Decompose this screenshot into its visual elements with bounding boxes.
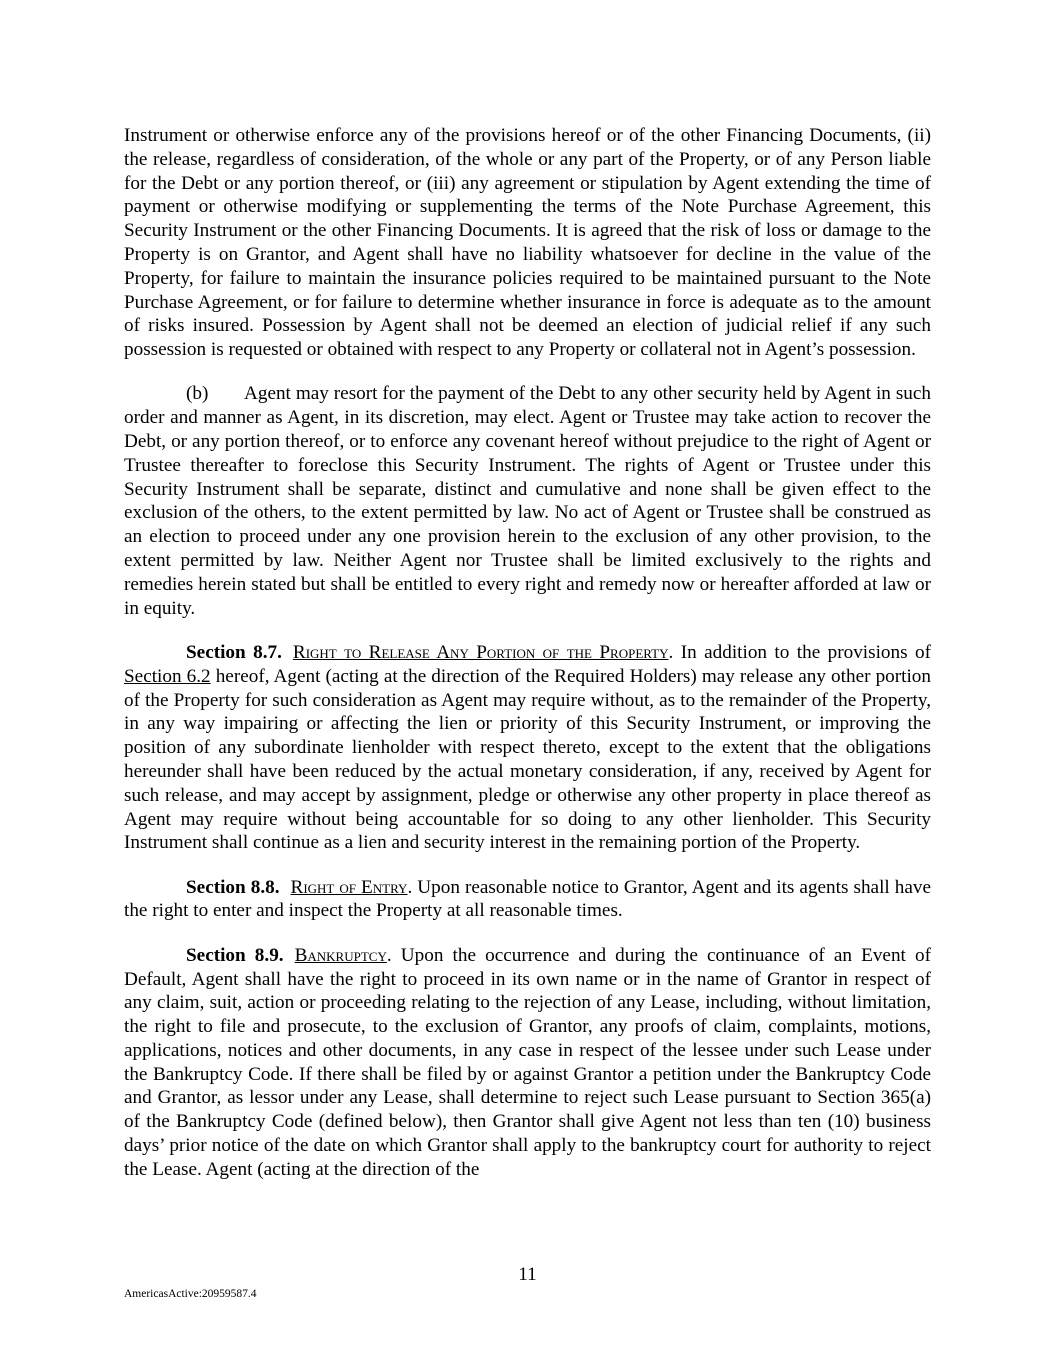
section-number: Section 8.8. — [186, 876, 280, 898]
section-title: Bankruptcy — [294, 944, 387, 966]
section-number: Section 8.9. — [186, 944, 284, 966]
section-8-8 — [124, 876, 931, 924]
document-id: AmericasActive:20959587.4 — [124, 1288, 257, 1300]
section-text: . In addition to the provisions of — [668, 641, 931, 663]
section-number: Section 8.7. — [186, 641, 282, 663]
section-text: . Upon reasonable notice to Grantor, Agent and its agents shall have the right to enter and inspect the Property at all reasonable times. — [124, 876, 931, 922]
section-title: Right of Entry — [290, 876, 408, 898]
paragraph-continuation: Instrument or otherwise enforce any of the provisions hereof or of the other Financing Documents, (ii) the release, regardless of consideration, of the whole or any part of the Property, or of any Person liable for the Debt or any portion thereof, or (iii) any agreement or stipulation by Agent extending the time of payment or otherwise modifying or supplementing the terms of the Note Purchase Agreement, this Security Instrument or the other Financing Documents. It is agreed that the risk of loss or damage to the Property is on Grantor, and Agent shall have no liability whatsoever for decline in the value of the Property, for failure to maintain the insurance policies required to be maintained pursuant to the Note Purchase Agreement, or for failure to determine whether insurance in force is adequate as to the amount of risks insured. Possession by Agent shall not be deemed an election of judicial relief if any such possession is requested or obtained with respect to any Property or collateral not in Agent’s possession. — [124, 125, 931, 361]
section-title: Right to Release Any Portion of the Property — [292, 641, 669, 663]
section-text: . Upon the occurrence and during the continuance of an Event of Default, Agent shall have the right to proceed in its own name or in the name of Grantor in respect of any claim, suit, action or proceeding relating to the rejection of any Lease, including, without limitation, the right to file and prosecute, to the exclusion of Grantor, any proofs of claim, complaints, motions, applications, notices and other documents, in any case in respect of the lessee under such Lease under the Bankruptcy Code. If there shall be filed by or against Grantor a petition under the Bankruptcy Code and Grantor, as lessor under any Lease, shall determine to reject such Lease pursuant to Section 365(a) of the Bankruptcy Code (defined below), then Grantor shall give Agent not less than ten (10) business days’ prior notice of the date on which Grantor shall apply to the bankruptcy court for authority to reject the Lease. Agent (acting at the direction of the — [124, 944, 931, 1180]
section-text: hereof, Agent (acting at the direction of the Required Holders) may release any other portion of the Property for such consideration as Agent may require without, as to the remainder of the Property, in any way impairing or affecting the lien or priority of this Security Instrument, or improving the position of any subordinate lienholder with respect thereto, except to the extent that the obligations hereunder shall have been reduced by the actual monetary consideration, if any, received by Agent for such release, and may accept by assignment, pledge or otherwise any other property in place thereof as Agent may require without being accountable for so doing to any other lienholder. This Security Instrument shall continue as a lien and security interest in the remaining portion of the Property. — [124, 665, 931, 854]
paragraph-text: Agent may resort for the payment of the Debt to any other security held by Agent in such order and manner as Agent, in its discretion, may elect. Agent or Trustee may take action to recover the Debt, or any portion thereof, or to enforce any covenant hereof without prejudice to the right of Agent or Trustee thereafter to foreclose this Security Instrument. The rights of Agent or Trustee under this Security Instrument shall be separate, distinct and cumulative and none shall be given effect to the exclusion of the others, to the extent permitted by law. No act of Agent or Trustee shall be construed as an election to proceed under any one provision herein to the exclusion of any other provision, to the extent permitted by law. Neither Agent nor Trustee shall be limited exclusively to the rights and remedies herein stated but shall be entitled to every right and remedy now or hereafter afforded at law or in equity. — [124, 383, 931, 619]
page-number: 11 — [518, 1264, 537, 1285]
document-body — [124, 124, 931, 1202]
section-8-7 — [124, 641, 931, 855]
section-reference: Section 6.2 — [124, 665, 211, 687]
section-8-9 — [124, 944, 931, 1182]
paragraph-label: (b) — [186, 383, 209, 405]
paragraph-b — [124, 382, 931, 620]
